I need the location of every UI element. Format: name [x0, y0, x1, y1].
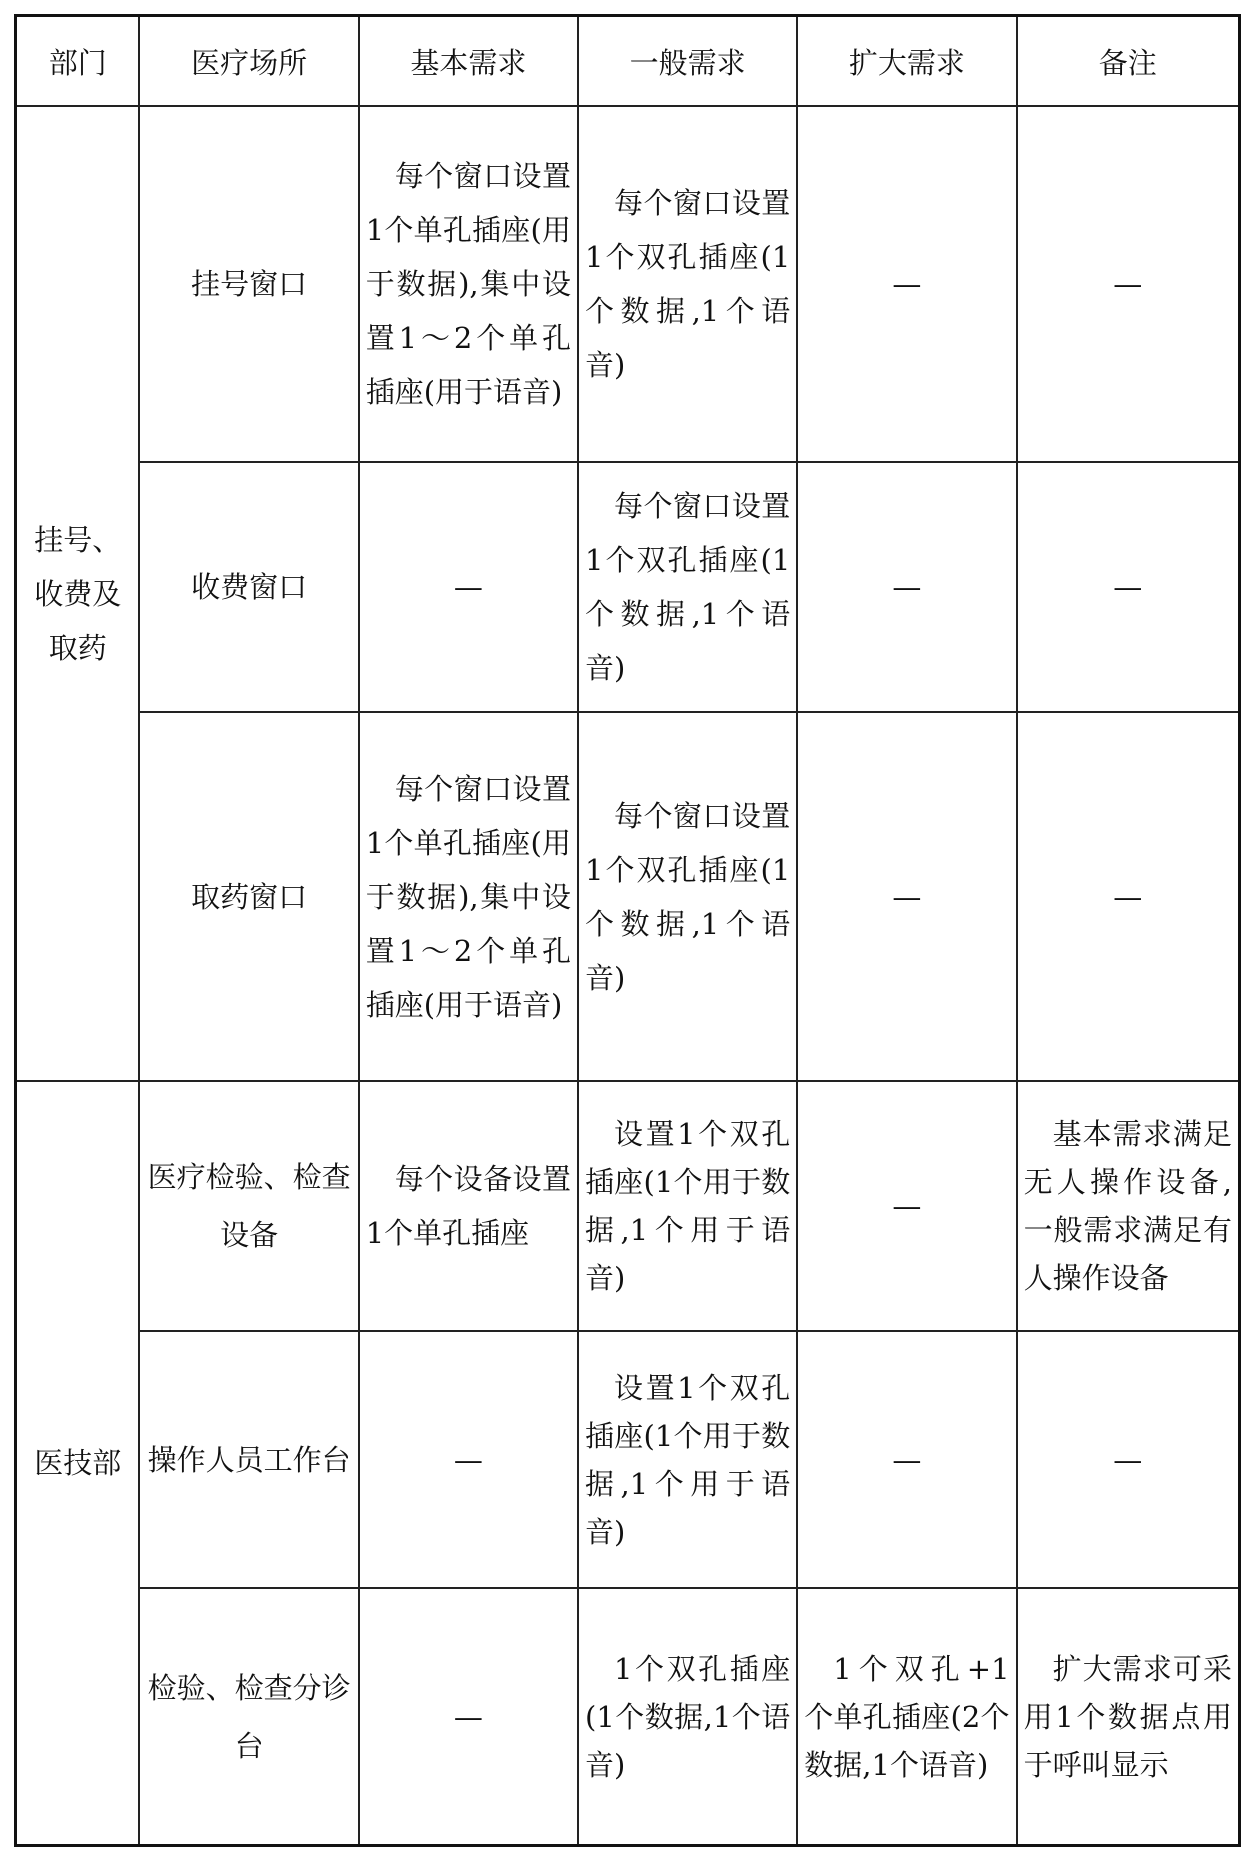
place-cell: 医疗检验、检查设备 [139, 1081, 358, 1331]
remarks-cell: — [1017, 712, 1240, 1081]
remarks-cell: — [1017, 106, 1240, 462]
header-basic: 基本需求 [359, 16, 578, 107]
expanded-cell: — [797, 712, 1016, 1081]
header-row [16, 16, 1240, 107]
place-cell: 检验、检查分诊台 [139, 1588, 358, 1845]
remarks-cell: — [1017, 1331, 1240, 1588]
place-cell: 收费窗口 [139, 462, 358, 712]
table-row [16, 106, 1240, 462]
general-cell: 每个窗口设置1个双孔插座(1个数据,1个语音) [578, 106, 797, 462]
header-general: 一般需求 [578, 16, 797, 107]
remarks-cell: 基本需求满足无人操作设备,一般需求满足有人操作设备 [1017, 1081, 1240, 1331]
table-row [16, 712, 1240, 1081]
table-row [16, 1331, 1240, 1588]
expanded-cell: — [797, 1081, 1016, 1331]
general-cell: 每个窗口设置1个双孔插座(1个数据,1个语音) [578, 712, 797, 1081]
table-row [16, 1588, 1240, 1845]
department-cell: 挂号、收费及取药 [16, 106, 140, 1081]
requirements-table [14, 14, 1241, 1847]
header-place: 医疗场所 [139, 16, 358, 107]
place-cell: 取药窗口 [139, 712, 358, 1081]
remarks-cell: 扩大需求可采用1个数据点用于呼叫显示 [1017, 1588, 1240, 1845]
place-cell: 操作人员工作台 [139, 1331, 358, 1588]
basic-cell: 每个窗口设置1个单孔插座(用于数据),集中设置1～2个单孔插座(用于语音) [359, 712, 578, 1081]
general-cell: 1个双孔插座(1个数据,1个语音) [578, 1588, 797, 1845]
header-department: 部门 [16, 16, 140, 107]
general-cell: 设置1个双孔插座(1个用于数据,1个用于语音) [578, 1081, 797, 1331]
place-cell: 挂号窗口 [139, 106, 358, 462]
basic-cell: 每个设备设置1个单孔插座 [359, 1081, 578, 1331]
general-cell: 每个窗口设置1个双孔插座(1个数据,1个语音) [578, 462, 797, 712]
basic-cell: — [359, 1588, 578, 1845]
basic-cell: 每个窗口设置1个单孔插座(用于数据),集中设置1～2个单孔插座(用于语音) [359, 106, 578, 462]
expanded-cell: 1个双孔+1个单孔插座(2个数据,1个语音) [797, 1588, 1016, 1845]
expanded-cell: — [797, 1331, 1016, 1588]
remarks-cell: — [1017, 462, 1240, 712]
basic-cell: — [359, 1331, 578, 1588]
expanded-cell: — [797, 106, 1016, 462]
header-expanded: 扩大需求 [797, 16, 1016, 107]
table-row [16, 1081, 1240, 1331]
general-cell: 设置1个双孔插座(1个用于数据,1个用于语音) [578, 1331, 797, 1588]
expanded-cell: — [797, 462, 1016, 712]
department-cell: 医技部 [16, 1081, 140, 1845]
table-row [16, 462, 1240, 712]
basic-cell: — [359, 462, 578, 712]
header-remarks: 备注 [1017, 16, 1240, 107]
